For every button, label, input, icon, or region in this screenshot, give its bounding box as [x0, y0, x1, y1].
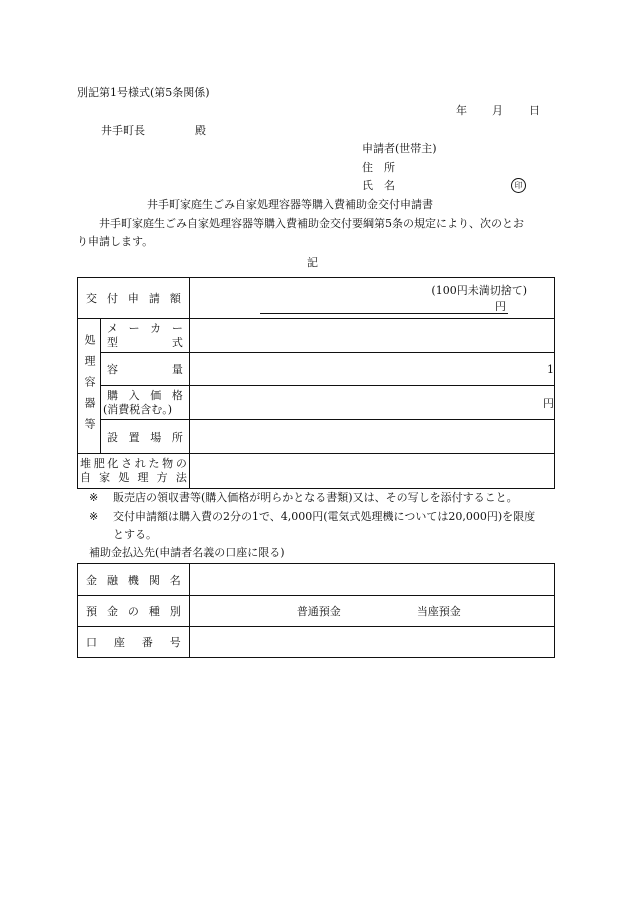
place-value-cell[interactable] — [189, 420, 554, 454]
row-account — [78, 627, 555, 658]
body-text-line2: り申請します。 — [77, 235, 154, 248]
group-label-cell — [78, 319, 101, 454]
price-label-cell — [100, 386, 189, 420]
compost-label-line1: 堆肥化された物の — [80, 457, 187, 471]
row-compost — [78, 454, 555, 489]
applicant-title: 申請者(世帯主) — [362, 142, 437, 155]
deposit-type-label: 預金の種別 — [86, 605, 181, 618]
capacity-value-cell[interactable] — [189, 353, 554, 386]
note1-mark: ※ — [89, 491, 99, 504]
row-place — [78, 420, 555, 454]
account-value-cell[interactable] — [189, 627, 554, 658]
bank-heading: 補助金払込先(申請者名義の口座に限る) — [89, 546, 285, 559]
model-label: 型式 — [106, 335, 183, 349]
group-label: 処理容器等 — [82, 333, 96, 439]
row-deposit-type — [78, 596, 555, 627]
bank-label: 金融機関名 — [86, 573, 181, 587]
maker-label: メーカー — [106, 321, 183, 335]
row-apply-amount — [78, 278, 555, 319]
note2-mark: ※ — [89, 510, 99, 523]
place-label: 設置場所 — [106, 430, 183, 444]
apply-amount-yen: 円 — [495, 300, 506, 313]
date-month: 月 — [492, 104, 503, 117]
document-title: 井手町家庭生ごみ自家処理容器等購入費補助金交付申請書 — [147, 198, 433, 211]
ki-heading: 記 — [307, 256, 318, 269]
deposit-type-current[interactable]: 当座預金 — [416, 605, 461, 618]
maker-model-value-cell[interactable] — [189, 319, 554, 353]
price-value-cell[interactable] — [189, 386, 554, 420]
form-number: 別記第1号様式(第5条関係) — [77, 86, 210, 99]
deposit-type-label-cell — [78, 596, 190, 627]
row-maker — [78, 319, 555, 353]
addressee-name: 井手町長 — [101, 124, 145, 137]
seal-mark: 印 — [511, 178, 526, 193]
maker-label-cell — [100, 319, 189, 353]
note2-text: 交付申請額は購入費の2分の1で、4,000円(電気式処理機については20,000円)を限度 — [113, 510, 536, 523]
note2-text-cont: とする。 — [113, 528, 157, 541]
addressee-honorific: 殿 — [195, 124, 206, 137]
date-day: 日 — [529, 104, 540, 117]
capacity-label-cell — [100, 353, 189, 386]
price-label: 購入価格 — [106, 388, 183, 402]
account-label-cell — [78, 627, 190, 658]
price-unit: 円 — [543, 396, 554, 410]
place-label-cell — [100, 420, 189, 454]
applicant-address-label: 住 所 — [362, 161, 395, 174]
apply-amount-label: 交付申請額 — [86, 292, 181, 305]
compost-label-cell — [78, 454, 190, 489]
apply-amount-label-cell — [78, 278, 190, 319]
rounding-note: (100円未満切捨て) — [431, 284, 527, 297]
body-text-line1: 井手町家庭生ごみ自家処理容器等購入費補助金交付要綱第5条の規定により、次のとお — [99, 217, 524, 230]
row-bank — [78, 564, 555, 596]
row-capacity — [78, 353, 555, 386]
account-label: 口座番号 — [86, 636, 181, 649]
capacity-label: 容量 — [106, 363, 183, 376]
bank-table — [77, 563, 555, 658]
capacity-value: 1 — [547, 362, 554, 376]
bank-label-cell — [78, 564, 190, 596]
apply-amount-cell[interactable] — [189, 278, 554, 319]
date-year: 年 — [456, 104, 467, 117]
price-tax-note: (消費税含む。) — [102, 402, 173, 416]
row-price — [78, 386, 555, 420]
compost-label-line2: 自家処理方法 — [80, 471, 187, 484]
application-table — [77, 277, 555, 489]
deposit-type-normal[interactable]: 普通預金 — [296, 605, 341, 618]
applicant-name-label: 氏 名 — [362, 179, 395, 192]
bank-value-cell[interactable] — [189, 564, 554, 596]
deposit-type-value-cell — [189, 596, 554, 627]
compost-value-cell[interactable] — [189, 454, 554, 489]
note1-text: 販売店の領収書等(購入価格が明らかとなる書類)又は、その写しを添付すること。 — [113, 491, 518, 504]
apply-amount-underline — [260, 313, 508, 314]
